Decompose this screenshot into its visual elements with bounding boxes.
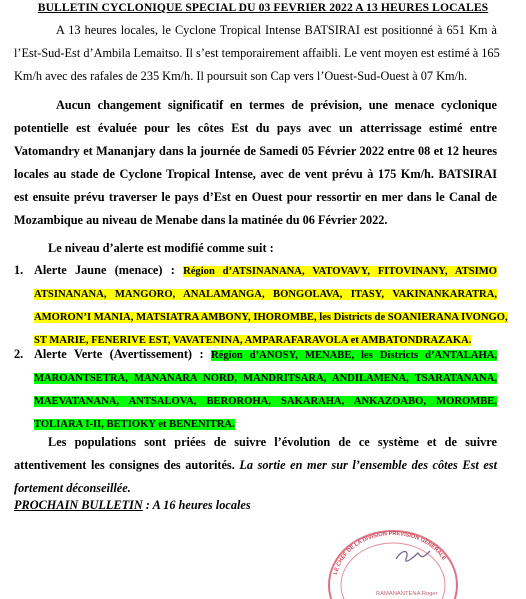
forecast-line-3: Vatomandry et Mananjary dans la journée de Samedi 05 Février 2022 entre 08 et 12 heures: [14, 144, 497, 158]
alert-intro-paragraph: [14, 237, 497, 260]
forecast-paragraph: [14, 94, 497, 232]
alert-yellow-line-1: [14, 259, 497, 283]
alert-yellow-number: 1.: [14, 263, 24, 277]
alert-yellow-line-4: ST MARIE, FENERIVE EST, VAVATENINA, AMPARAFARAVOLA et AMBATONDRAZAKA.: [34, 335, 472, 346]
official-stamp: [318, 523, 468, 599]
advice-line-3: fortement déconseillée.: [14, 481, 131, 495]
signatory-name: RAMANANTENA Roger: [376, 591, 438, 597]
forecast-line-6: Mozambique au niveau de Menabe dans la matinée du 06 Février 2022.: [14, 213, 388, 227]
forecast-line-2: potentielle est évaluée pour les côtes Est du pays avec un atterrissage estimé entre: [14, 121, 497, 135]
signature: [396, 551, 430, 561]
forecast-line-1: Aucun changement significatif en termes de prévision, une menace cyclonique: [56, 98, 497, 112]
next-bulletin-label: PROCHAIN BULLETIN: [14, 498, 143, 512]
alert-yellow-label: Alerte Jaune (menace) :: [34, 263, 175, 277]
advice-line-1: Les populations sont priées de suivre l’évolution de ce système et de suivre: [48, 435, 497, 449]
position-line-3: Km/h avec des rafales de 235 Km/h. Il poursuit son Cap vers l’Ouest-Sud-Ouest à 07 Km/h.: [14, 69, 468, 83]
alert-green-line-1: [14, 343, 497, 367]
alert-green: [14, 343, 497, 436]
bulletin-title: BULLETIN CYCLONIQUE SPECIAL DU 03 FEVRIER 2022 A 13 HEURES LOCALES: [37, 1, 489, 14]
alert-yellow-line-2: ATSINANANA, MANGORO, ANALAMANGA, BONGOLAVA, ITASY, VAKINANKARATRA,: [34, 289, 497, 300]
position-paragraph: [14, 19, 500, 88]
advice-line-2: attentivement les consignes des autorités. La sortie en mer sur l’ensemble des côtes Est est: [14, 458, 498, 472]
advice-paragraph: [14, 431, 497, 500]
alert-yellow: [14, 259, 508, 352]
forecast-line-5: est ensuite prévu traverser le pays d’Est en Ouest pour ressortir en mer dans le Canal de: [14, 190, 497, 204]
alert-green-line-2: MAROANTSETRA, MANANARA NORD, MANDRITSARA, ANDILAMENA, TSARATANANA,: [34, 373, 497, 384]
advice-warning: La sortie en mer sur l’ensemble des côtes Est est: [239, 458, 498, 472]
alert-green-number: 2.: [14, 347, 24, 361]
position-line-1: A 13 heures locales, le Cyclone Tropical Intense BATSIRAI est positionné à 651 Km à: [56, 23, 497, 37]
alert-green-label: Alerte Verte (Avertissement) :: [34, 347, 204, 361]
alert-yellow-regions-1: Région d’ATSINANANA, VATOVAVY, FITOVINANY, ATSIMO: [183, 266, 498, 277]
next-bulletin-time: : A 16 heures locales: [142, 498, 251, 512]
stamp-arc-text: LE CHEF DE LA DIVISION PREVISION GENERALE: [332, 530, 447, 576]
next-bulletin: [14, 498, 251, 513]
position-line-2: l’Est-Sud-Est d’Ambila Lemaitso. Il s’est temporairement affaibli. Le vent moyen est estimé à 165: [14, 46, 500, 60]
alert-intro: Le niveau d’alerte est modifié comme suit :: [48, 241, 274, 255]
alert-green-line-3: MAEVATANANA, ANTSALOVA, BEROROHA, SAKARAHA, ANKAZOABO, MOROMBE,: [34, 396, 497, 407]
alert-yellow-line-3: AMORON’I MANIA, MATSIATRA AMBONY, IHOROMBE, les Districts de SOANIERANA IVONGO,: [34, 312, 508, 323]
alert-green-regions-1: Région d’ANOSY, MENABE, les Districts d’ANTALAHA,: [210, 350, 498, 361]
forecast-line-4: locales au stade de Cyclone Tropical Intense, avec de vent prévu à 175 Km/h. BATSIRAI: [14, 167, 497, 181]
alert-green-line-4: TOLIARA I-II, BETIOKY et BENENITRA.: [34, 419, 235, 430]
